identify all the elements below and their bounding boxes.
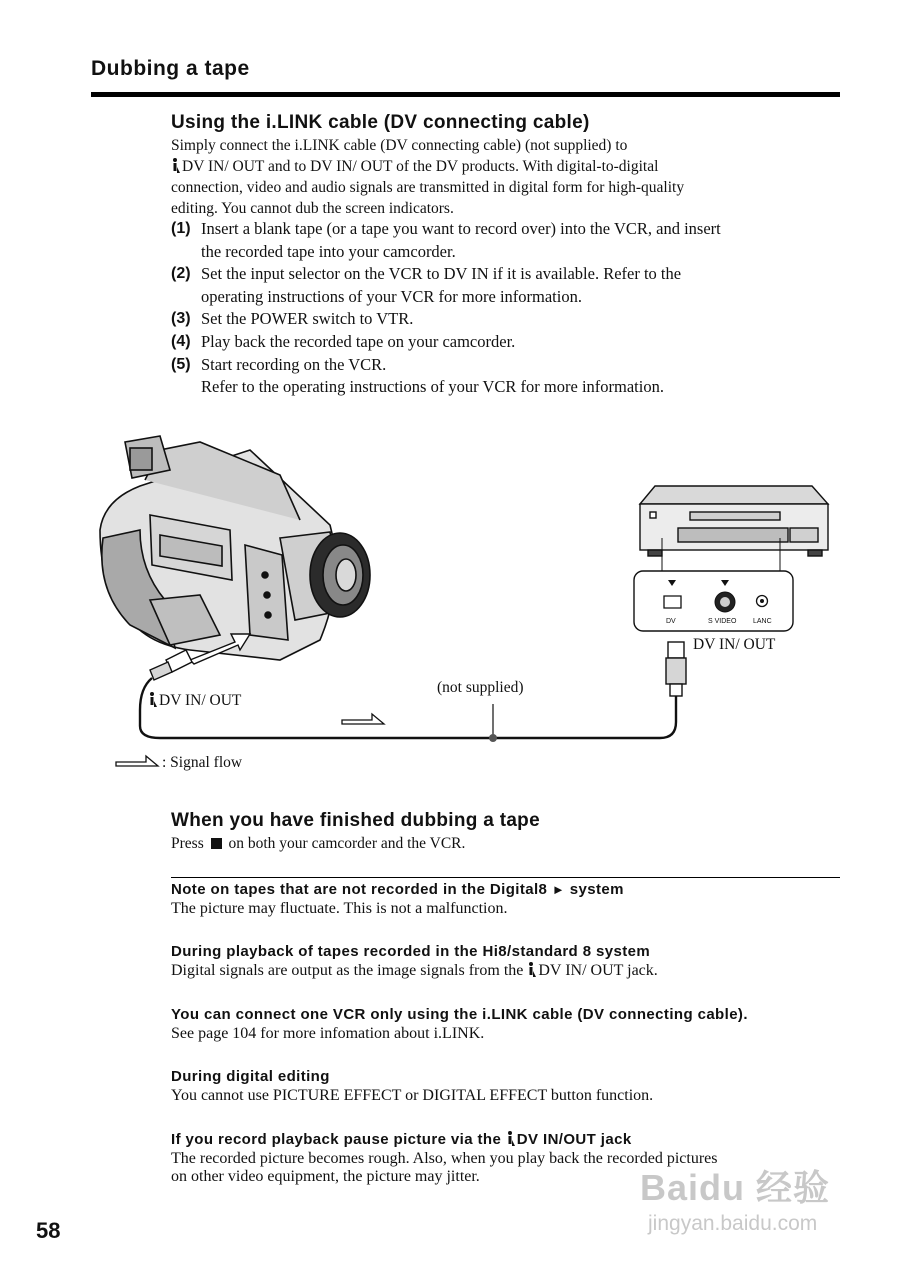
jack-label-svideo: S VIDEO (708, 618, 737, 625)
camcorder-illustration (100, 436, 370, 660)
page-number: 58 (36, 1218, 61, 1243)
step-3: (3) Set the POWER switch to VTR. (171, 309, 414, 329)
note-3 (171, 1006, 861, 1043)
note-heading: During digital editing (171, 1068, 330, 1085)
camcorder-plug (150, 650, 192, 680)
intro-paragraph (171, 135, 851, 219)
note-text: Digital signals are output as the image signals from the DV IN/ OUT jack. (171, 962, 658, 979)
note-text: The picture may fluctuate. This is not a malfunction. (171, 900, 508, 917)
vcr-illustration (640, 486, 828, 556)
vcr-port-label: DV IN/ OUT (693, 636, 776, 653)
vcr-plug (666, 642, 686, 696)
note-text: See page 104 for more infomation about i.LINK. (171, 1025, 485, 1042)
step-2: (2) Set the input selector on the VCR to DV IN if it is available. Refer to the operating instructions of your VCR for more information. (171, 264, 682, 306)
intro-line-3: connection, video and audio signals are transmitted in digital form for high-quality (171, 179, 685, 196)
jack-label-lanc: LANC (753, 618, 772, 625)
note-heading: You can connect one VCR only using the i.LINK cable (DV connecting cable). (171, 1006, 748, 1023)
camcorder-port-label: DV IN/ OUT (148, 692, 241, 710)
note-heading: If you record playback pause picture via the DV IN/OUT jack (171, 1131, 632, 1148)
legend-signal-arrow-icon (116, 756, 158, 766)
section-title: Dubbing a tape (91, 57, 250, 80)
step-5: (5) Start recording on the VCR. Refer to the operating instructions of your VCR for more information. (171, 354, 664, 397)
finished-heading: When you have finished dubbing a tape (171, 810, 540, 831)
note-text-2: on other video equipment, the picture may jitter. (171, 1168, 480, 1185)
intro-line-2: DV IN/ OUT and to DV IN/ OUT of the DV products. With digital-to-digital (171, 156, 851, 177)
vcr-jack-panel (634, 571, 793, 631)
digital8-logo-icon: ► (551, 882, 566, 897)
legend-label: : Signal flow (162, 754, 243, 771)
ilink-heading: Using the i.LINK cable (DV connecting cable) (171, 112, 590, 133)
ilink-icon (171, 158, 180, 173)
stop-icon (211, 838, 222, 849)
watermark-url: jingyan.baidu.com (648, 1212, 818, 1235)
notes-rule (171, 877, 840, 878)
intro-line-4: editing. You cannot dub the screen indicators. (171, 200, 454, 217)
cable-label: (not supplied) (437, 679, 524, 696)
jack-label-dv: DV (666, 618, 676, 625)
header-rule (91, 92, 840, 97)
ilink-icon (527, 962, 536, 977)
note-heading: During playback of tapes recorded in the Hi8/standard 8 system (171, 943, 651, 960)
step-1: (1) Insert a blank tape (or a tape you want to record over) into the VCR, and insert the recorded tape into your camcorder. (171, 219, 721, 261)
note-text: The recorded picture becomes rough. Also, when you play back the recorded pictures (171, 1150, 718, 1167)
note-1 (171, 881, 851, 918)
note-4 (171, 1068, 851, 1105)
steps-list (171, 218, 841, 399)
dv-jack-icon (664, 596, 681, 608)
note-2 (171, 943, 851, 980)
connection-diagram (0, 420, 903, 790)
note-heading: Note on tapes that are not recorded in the Digital8 ► system (171, 881, 624, 898)
ilink-icon (148, 692, 157, 707)
ilink-icon (506, 1131, 515, 1146)
step-4: (4) Play back the recorded tape on your camcorder. (171, 331, 516, 351)
finished-text: Press on both your camcorder and the VCR. (171, 835, 466, 852)
signal-flow-arrow-icon (342, 714, 384, 724)
watermark-logo: Baidu 经验 (640, 1167, 831, 1208)
cable-leader-dot (489, 734, 497, 742)
intro-line-1: Simply connect the i.LINK cable (DV connecting cable) (not supplied) to (171, 137, 628, 154)
note-text: You cannot use PICTURE EFFECT or DIGITAL EFFECT button function. (171, 1087, 654, 1104)
